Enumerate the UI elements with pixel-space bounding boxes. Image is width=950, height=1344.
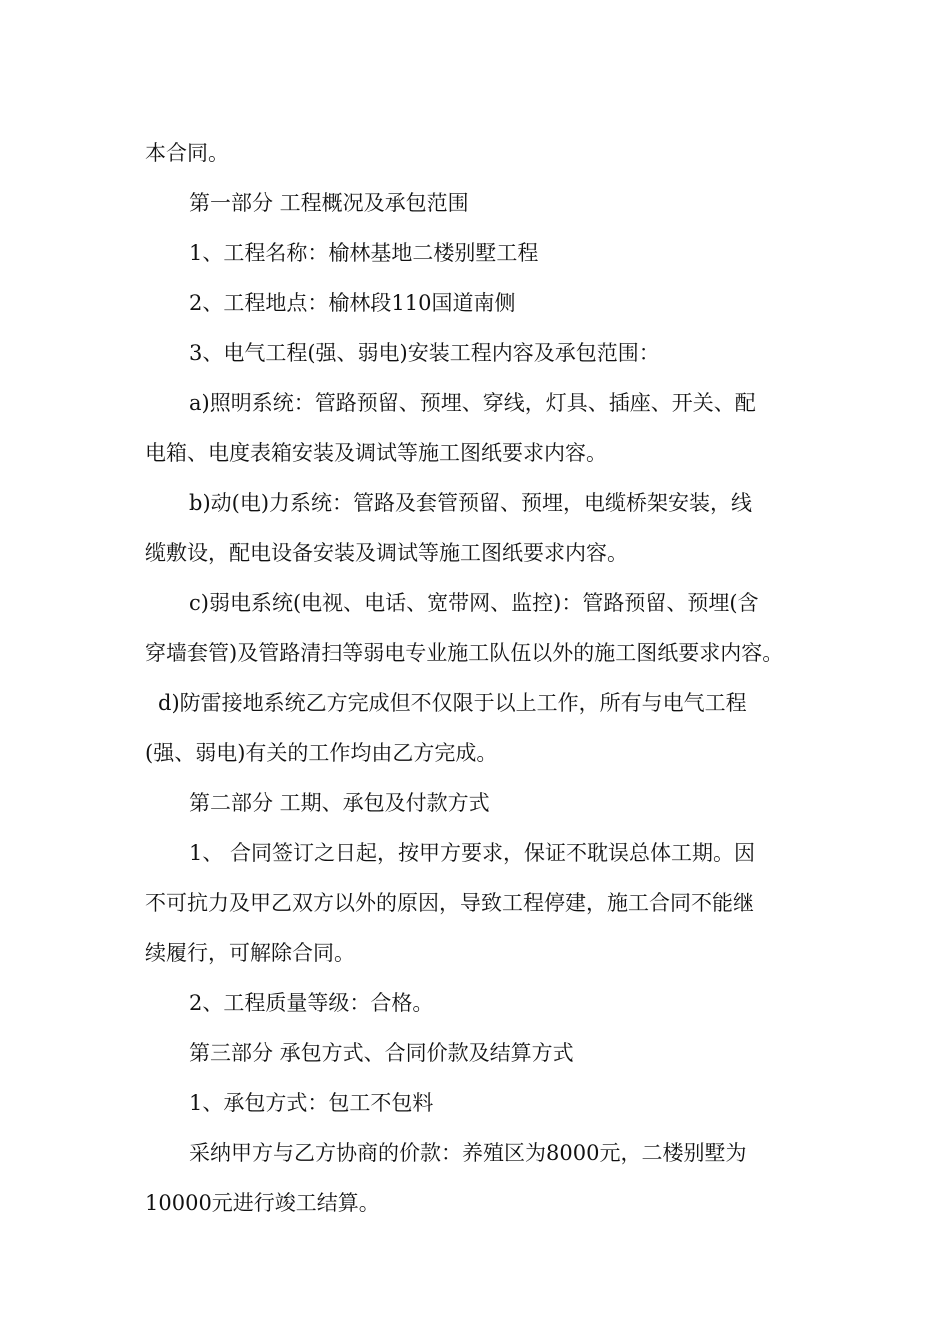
paragraph-line: a)照明系统：管路预留、预埋、穿线，灯具、插座、开关、配 <box>189 391 756 415</box>
paragraph-line: 缆敷设，配电设备安装及调试等施工图纸要求内容。 <box>145 541 628 565</box>
paragraph-line: 穿墙套管)及管路清扫等弱电专业施工队伍以外的施工图纸要求内容。 <box>145 641 784 665</box>
paragraph-line: c)弱电系统(电视、电话、宽带网、监控)：管路预留、预埋(含 <box>189 591 759 615</box>
section-heading: 第三部分 承包方式、合同价款及结算方式 <box>189 1041 574 1065</box>
paragraph-line: 2、工程质量等级：合格。 <box>189 991 434 1015</box>
paragraph-line: 1、承包方式：包工不包料 <box>189 1091 434 1115</box>
paragraph-line: 续履行，可解除合同。 <box>145 941 355 965</box>
paragraph-line: 采纳甲方与乙方协商的价款：养殖区为8000元，二楼别墅为 <box>189 1141 747 1165</box>
paragraph-line: 2、工程地点：榆林段110国道南侧 <box>189 291 516 315</box>
section-heading: 第二部分 工期、承包及付款方式 <box>189 791 490 815</box>
paragraph-line: d)防雷接地系统乙方完成但不仅限于以上工作，所有与电气工程 <box>158 691 747 715</box>
paragraph-line: 本合同。 <box>145 141 229 165</box>
paragraph-line: 不可抗力及甲乙双方以外的原因，导致工程停建，施工合同不能继 <box>145 891 754 915</box>
paragraph-line: b)动(电)力系统：管路及套管预留、预埋，电缆桥架安装，线 <box>189 491 753 515</box>
paragraph-line: (强、弱电)有关的工作均由乙方完成。 <box>145 741 498 765</box>
paragraph-line: 1、 合同签订之日起，按甲方要求，保证不耽误总体工期。因 <box>189 841 756 865</box>
paragraph-line: 3、电气工程(强、弱电)安装工程内容及承包范围： <box>189 341 660 365</box>
paragraph-line: 1、工程名称：榆林基地二楼别墅工程 <box>189 241 539 265</box>
paragraph-line: 电箱、电度表箱安装及调试等施工图纸要求内容。 <box>145 441 607 465</box>
section-heading: 第一部分 工程概况及承包范围 <box>189 191 469 215</box>
paragraph-line: 10000元进行竣工结算。 <box>145 1191 380 1215</box>
